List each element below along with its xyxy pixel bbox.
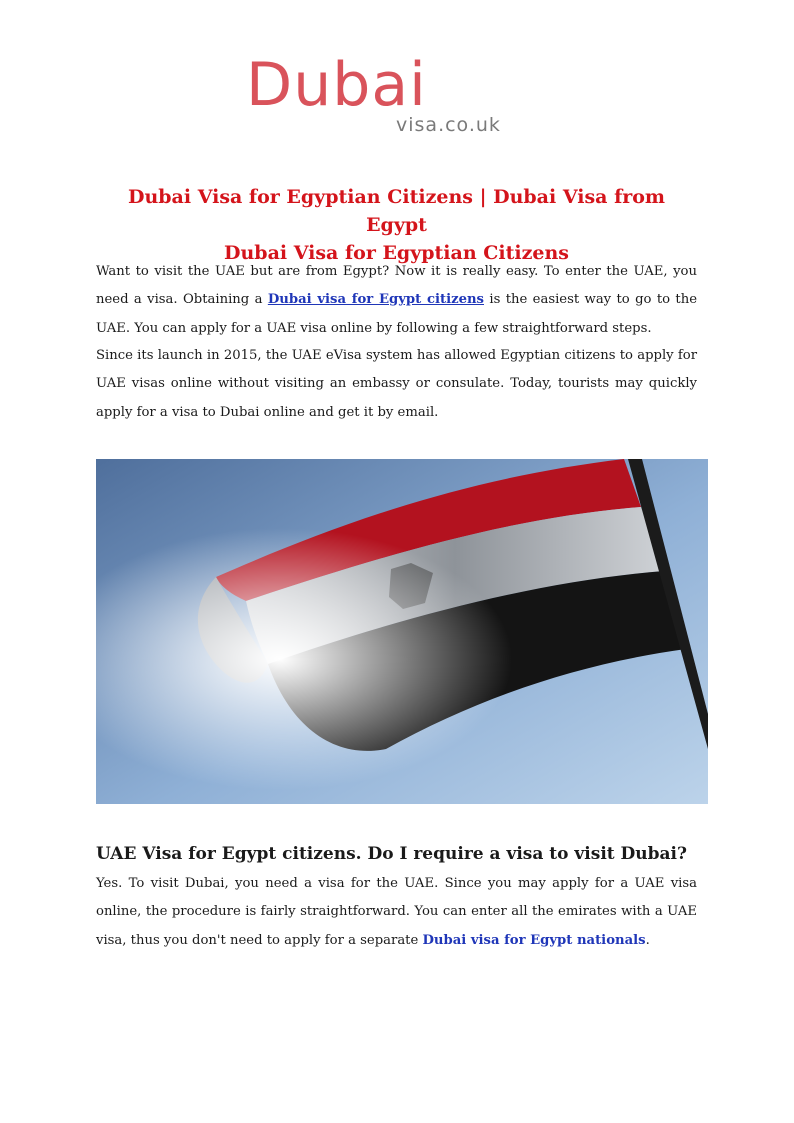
section-text-end: .: [645, 932, 650, 948]
intro-text-end: is the easiest way to go to the UAE. You can apply for a UAE visa online by following a few straightforward steps.: [96, 292, 698, 336]
egypt-flag-photo: [96, 459, 708, 804]
egypt-nationals-visa-link[interactable]: Dubai visa for Egypt nationals: [422, 932, 646, 948]
section-paragraph: [96, 870, 697, 955]
section-heading: UAE Visa for Egypt citizens. Do I require a visa to visit Dubai?: [96, 844, 687, 864]
page-title: Dubai Visa for Egyptian Citizens | Dubai Visa from Egypt: [127, 186, 666, 236]
intro-paragraph: [96, 258, 697, 343]
page-subtitle: Dubai Visa for Egyptian Citizens: [224, 242, 569, 264]
logo: [246, 50, 546, 138]
evisa-paragraph: Since its launch in 2015, the UAE eVisa system has allowed Egyptian citizens to apply for UAE visas online without visiting an embassy or consulate. Today, tourists may quickly apply for a visa to Dubai online and get it by email.: [96, 348, 697, 420]
logo-wordmark: Dubai: [246, 50, 427, 120]
intro-text-start: Want to visit the UAE but are from Egypt? Now it is really easy. To enter the UAE, you need a visa. Obtaining a: [96, 264, 697, 308]
section-text-start: Yes. To visit Dubai, you need a visa for the UAE. Since you may apply for a UAE visa online, the procedure is fairly straightforward. You can enter all the emirates with a UAE visa, thus you don't need to apply for a separate: [96, 876, 697, 948]
page-title-block: [96, 183, 697, 267]
egypt-citizens-visa-link[interactable]: Dubai visa for Egypt citizens: [267, 292, 484, 308]
logo-domain: visa.co.uk: [396, 114, 501, 136]
